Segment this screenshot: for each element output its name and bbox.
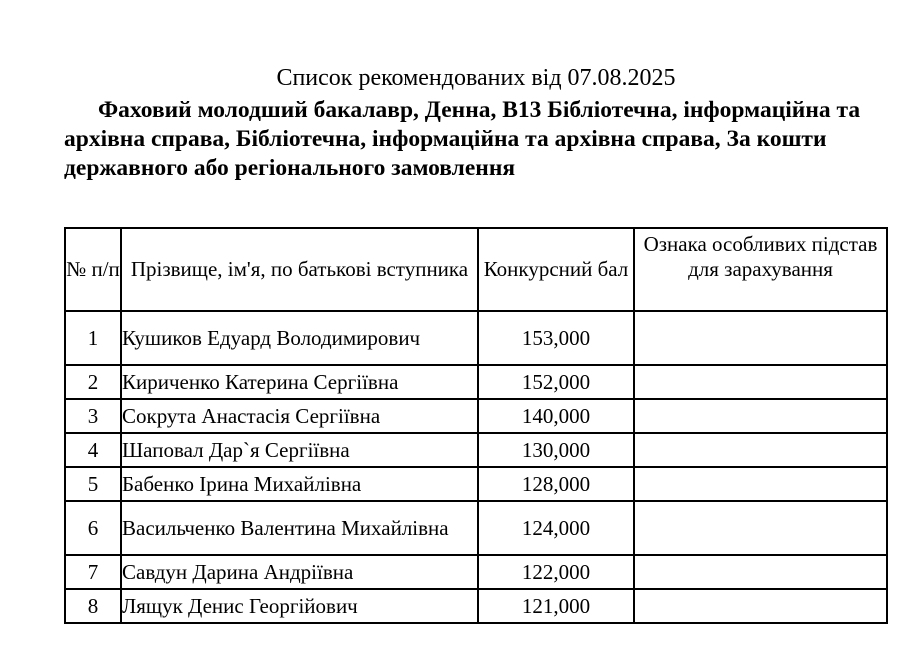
special-grounds (634, 589, 887, 623)
competitive-score: 140,000 (478, 399, 634, 433)
row-number: 4 (65, 433, 121, 467)
row-number: 8 (65, 589, 121, 623)
competitive-score: 122,000 (478, 555, 634, 589)
column-header-number: № п/п (65, 228, 121, 311)
competitive-score: 128,000 (478, 467, 634, 501)
applicant-name: Бабенко Ірина Михайлівна (121, 467, 478, 501)
column-header-grounds: Ознака особливих підстав для зарахування (634, 228, 887, 311)
table-row (65, 433, 887, 467)
column-header-name: Прізвище, ім'я, по батькові вступника (121, 228, 478, 311)
applicant-name: Кириченко Катерина Сергіївна (121, 365, 478, 399)
applicant-name: Лящук Денис Георгійович (121, 589, 478, 623)
special-grounds (634, 467, 887, 501)
table-row (65, 365, 887, 399)
table-row (65, 467, 887, 501)
special-grounds (634, 501, 887, 555)
applicant-name: Шаповал Дар`я Сергіївна (121, 433, 478, 467)
table-row (65, 501, 887, 555)
competitive-score: 124,000 (478, 501, 634, 555)
applicant-name: Сокрута Анастасія Сергіївна (121, 399, 478, 433)
competitive-score: 121,000 (478, 589, 634, 623)
special-grounds (634, 433, 887, 467)
row-number: 3 (65, 399, 121, 433)
competitive-score: 130,000 (478, 433, 634, 467)
row-number: 7 (65, 555, 121, 589)
row-number: 5 (65, 467, 121, 501)
table-row (65, 399, 887, 433)
table-row (65, 589, 887, 623)
special-grounds (634, 311, 887, 365)
table-row (65, 311, 887, 365)
special-grounds (634, 365, 887, 399)
applicant-name: Савдун Дарина Андріївна (121, 555, 478, 589)
program-description: Фаховий молодший бакалавр, Денна, B13 Бібліотечна, інформаційна та архівна справа, Бібліотечна, інформаційна та архівна справа, За кошти державного або регіонального замовлення (64, 97, 861, 181)
special-grounds (634, 399, 887, 433)
table-row (65, 555, 887, 589)
competitive-score: 153,000 (478, 311, 634, 365)
table-header-row (65, 228, 887, 311)
competitive-score: 152,000 (478, 365, 634, 399)
special-grounds (634, 555, 887, 589)
applicant-name: Кушиков Едуард Володимирович (121, 311, 478, 365)
applicant-name: Васильченко Валентина Михайлівна (121, 501, 478, 555)
column-header-score: Конкурсний бал (478, 228, 634, 311)
row-number: 2 (65, 365, 121, 399)
row-number: 1 (65, 311, 121, 365)
recommended-applicants-table (64, 227, 888, 624)
row-number: 6 (65, 501, 121, 555)
page-title: Список рекомендованих від 07.08.2025 (276, 65, 676, 91)
